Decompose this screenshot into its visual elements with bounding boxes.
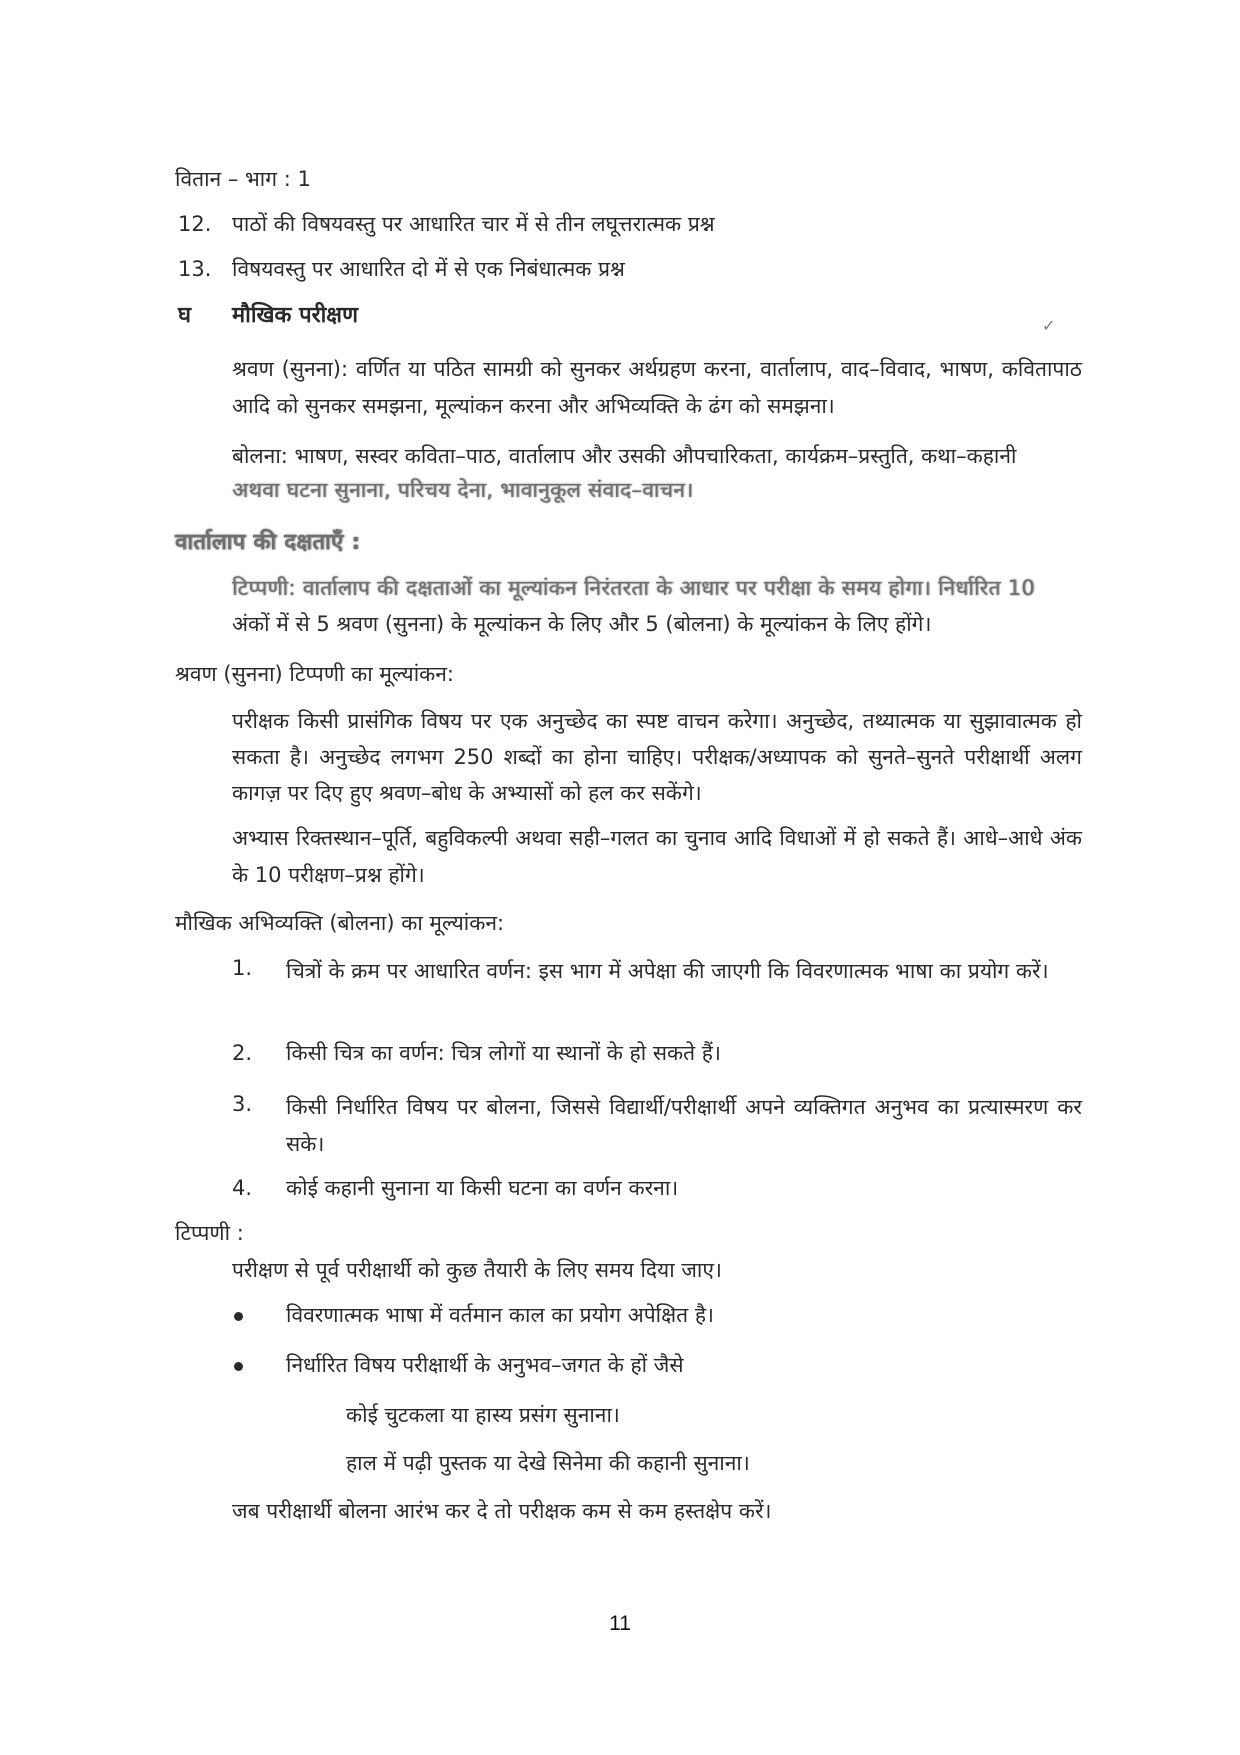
bullet-item: विवरणात्मक भाषा में वर्तमान काल का प्रयोग अपेक्षित है। [286, 1303, 714, 1327]
check-mark-icon: ✓ [1042, 316, 1056, 335]
item-number: 12. [178, 212, 212, 236]
speaking-eval-heading: मौखिक अभिव्यक्ति (बोलना) का मूल्यांकन: [175, 911, 505, 935]
speaking-line: बोलना: भाषण, सस्वर कविता–पाठ, वार्तालाप और उसकी औपचारिकता, कार्यक्रम–प्रस्तुति, कथा–कहानी [232, 444, 1017, 468]
list-item: किसी चित्र का वर्णन: चित्र लोगों या स्थानों के हो सकते हैं। [286, 1041, 721, 1065]
list-item: किसी निर्धारित विषय पर बोलना, जिससे विद्यार्थी/परीक्षार्थी अपने व्यक्तिगत अनुभव का प्रत्यास्मरण कर सके। [286, 1095, 1082, 1156]
page-number: 11 [609, 1612, 631, 1635]
listening-paragraph: श्रवण (सुनना): वर्णित या पठित सामग्री को सुनकर अर्थग्रहण करना, वार्तालाप, वाद–विवाद, भाषण, कवितापाठ आदि को सुनकर समझना, मूल्यांकन करना और अभिव्यक्ति के ढंग को समझना। [232, 357, 1082, 418]
listening-eval-paragraph: परीक्षक किसी प्रासंगिक विषय पर एक अनुच्छेद का स्पष्ट वाचन करेगा। अनुच्छेद, तथ्यात्मक या सुझावात्मक हो सकता है। अनुच्छेद लगभग 250 शब्दों का होना चाहिए। परीक्षक/अध्यापक को सुनते–सुनते परीक्षार्थी अलग कागज़ पर दिए हुए श्रवण–बोध के अभ्यासों को हल कर सकेंगे। [232, 709, 1082, 805]
speaking-line-faded: अथवा घटना सुनाना, परिचय देना, भावानुकूल संवाद–वाचन। [232, 478, 694, 502]
list-number: 1. [232, 956, 253, 980]
example-line: कोई चुटकला या हास्य प्रसंग सुनाना। [346, 1403, 620, 1427]
list-number: 2. [232, 1041, 253, 1065]
conversation-note-faded: टिप्पणी: वार्तालाप की दक्षताओं का मूल्यांकन निरंतरता के आधार पर परीक्षा के समय होगा। निर्धारित 10 [232, 576, 1035, 600]
section-letter: घ [178, 303, 192, 328]
item-number: 13. [178, 257, 212, 281]
list-number: 3. [232, 1092, 253, 1116]
bullet-icon [234, 1362, 243, 1371]
oral-test-heading: मौखिक परीक्षण [232, 303, 358, 328]
closing-line: जब परीक्षार्थी बोलना आरंभ कर दे तो परीक्षक कम से कम हस्तक्षेप करें। [232, 1499, 772, 1523]
example-line: हाल में पढ़ी पुस्तक या देखे सिनेमा की कहानी सुनाना। [346, 1451, 750, 1475]
list-number: 4. [232, 1176, 253, 1200]
remarks-heading: टिप्पणी : [175, 1221, 244, 1245]
remarks-intro: परीक्षण से पूर्व परीक्षार्थी को कुछ तैयारी के लिए समय दिया जाए। [232, 1258, 722, 1282]
listening-eval-exercises: अभ्यास रिक्तस्थान–पूर्ति, बहुविकल्पी अथवा सही–गलत का चुनाव आदि विधाओं में हो सकते हैं। आधे–आधे अंक के 10 परीक्षण–प्रश्न होंगे। [232, 826, 1082, 887]
item-text: विषयवस्तु पर आधारित दो में से एक निबंधात्मक प्रश्न [232, 257, 625, 281]
conversation-note: अंकों में से 5 श्रवण (सुनना) के मूल्यांकन के लिए और 5 (बोलना) के मूल्यांकन के लिए होंगे। [232, 612, 932, 636]
bullet-item: निर्धारित विषय परीक्षार्थी के अनुभव–जगत के हों जैसे [286, 1353, 684, 1377]
bullet-icon [234, 1312, 243, 1321]
item-text: पाठों की विषयवस्तु पर आधारित चार में से तीन लघूत्तरात्मक प्रश्न [232, 212, 715, 236]
listening-eval-heading: श्रवण (सुनना) टिप्पणी का मूल्यांकन: [175, 662, 454, 686]
list-item: चित्रों के क्रम पर आधारित वर्णन: इस भाग में अपेक्षा की जाएगी कि विवरणात्मक भाषा का प्रयोग करें। [286, 959, 1049, 983]
section-title: वितान – भाग : 1 [175, 167, 311, 191]
list-item: कोई कहानी सुनाना या किसी घटना का वर्णन करना। [286, 1176, 679, 1200]
conversation-heading: वार्तालाप की दक्षताएँ : [175, 530, 361, 555]
